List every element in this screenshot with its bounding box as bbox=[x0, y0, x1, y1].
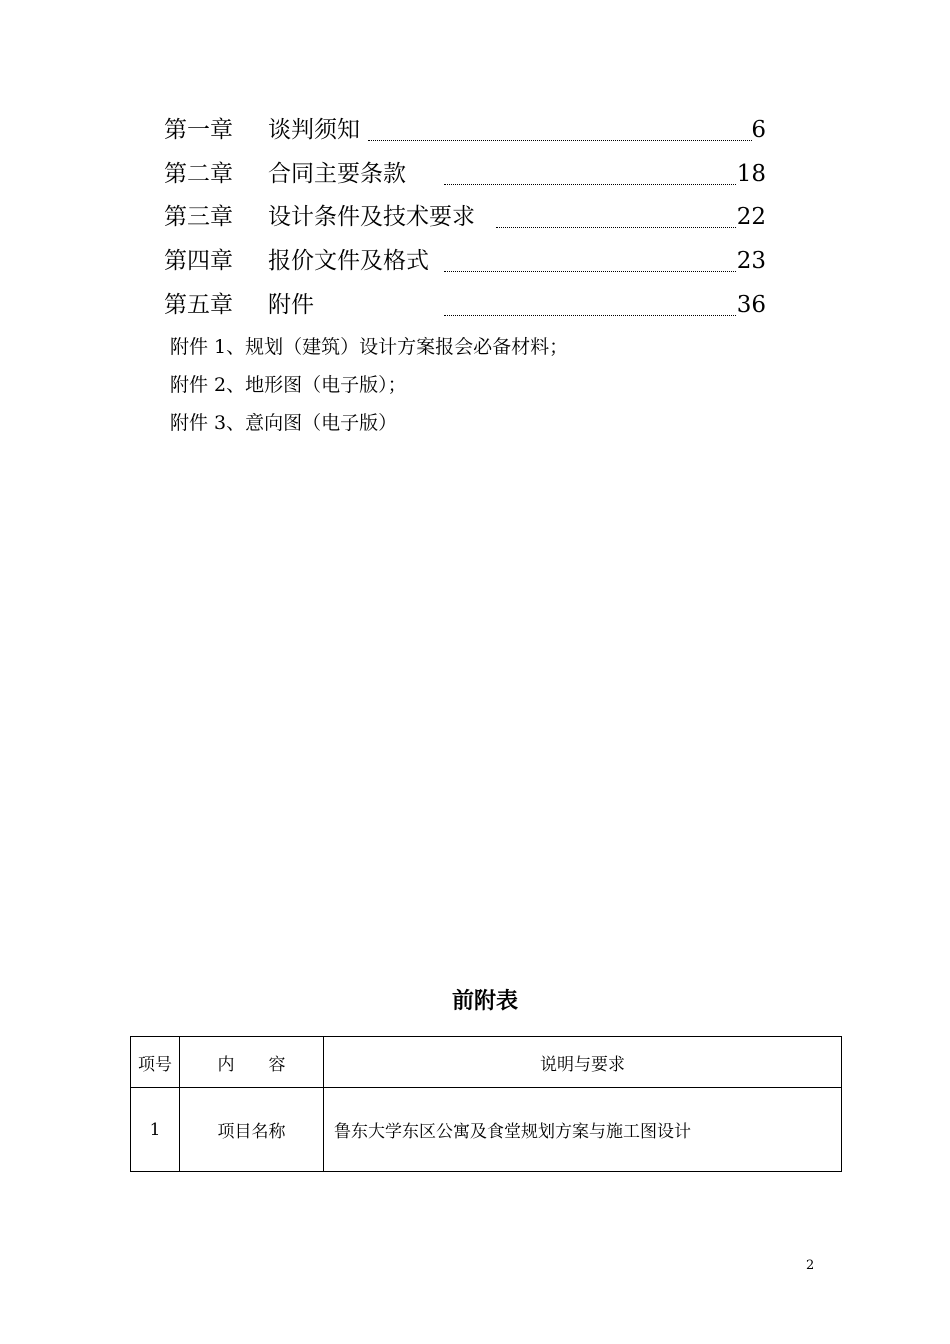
header-item-no: 项号 bbox=[131, 1037, 180, 1088]
attachment-line-1: 附件 1、规划（建筑）设计方案报会必备材料； bbox=[170, 336, 569, 358]
cell-content: 项目名称 bbox=[180, 1088, 324, 1172]
toc-title: 附件 bbox=[268, 292, 314, 318]
table-header-row bbox=[131, 1037, 842, 1088]
toc-page: 22 bbox=[736, 204, 766, 230]
cell-description: 鲁东大学东区公寓及食堂规划方案与施工图设计 bbox=[324, 1088, 842, 1172]
table-title: 前附表 bbox=[451, 989, 518, 1014]
front-table bbox=[130, 1036, 842, 1172]
cell-item-no: 1 bbox=[131, 1088, 180, 1172]
toc-page: 18 bbox=[736, 161, 766, 187]
toc-title: 合同主要条款 bbox=[268, 161, 406, 187]
toc-entry-4[interactable] bbox=[164, 245, 766, 277]
toc-chapter: 第三章 bbox=[164, 204, 233, 230]
table-row bbox=[131, 1088, 842, 1172]
toc-page: 36 bbox=[736, 292, 766, 318]
toc-entry-5[interactable] bbox=[164, 289, 766, 321]
attachment-line-2: 附件 2、地形图（电子版）； bbox=[170, 374, 407, 396]
toc-chapter: 第五章 bbox=[164, 292, 233, 318]
toc-leader bbox=[444, 315, 736, 316]
toc-chapter: 第二章 bbox=[164, 161, 233, 187]
toc-entry-2[interactable] bbox=[164, 158, 766, 190]
toc-title: 设计条件及技术要求 bbox=[268, 204, 475, 230]
attachment-line-3: 附件 3、意向图（电子版） bbox=[170, 412, 398, 434]
toc-chapter: 第四章 bbox=[164, 248, 233, 274]
toc-leader bbox=[368, 140, 752, 141]
toc-title: 报价文件及格式 bbox=[268, 248, 429, 274]
toc-leader bbox=[444, 271, 736, 272]
toc-chapter: 第一章 bbox=[164, 117, 233, 143]
toc-entry-3[interactable] bbox=[164, 201, 766, 233]
toc-leader bbox=[444, 184, 736, 185]
toc-page: 23 bbox=[736, 248, 766, 274]
toc-title: 谈判须知 bbox=[268, 117, 360, 143]
page-number: 2 bbox=[806, 1258, 815, 1273]
toc-leader bbox=[496, 227, 736, 228]
toc-page: 6 bbox=[751, 117, 766, 143]
header-content: 内 容 bbox=[180, 1037, 324, 1088]
toc-entry-1[interactable] bbox=[164, 114, 766, 146]
header-description: 说明与要求 bbox=[324, 1037, 842, 1088]
